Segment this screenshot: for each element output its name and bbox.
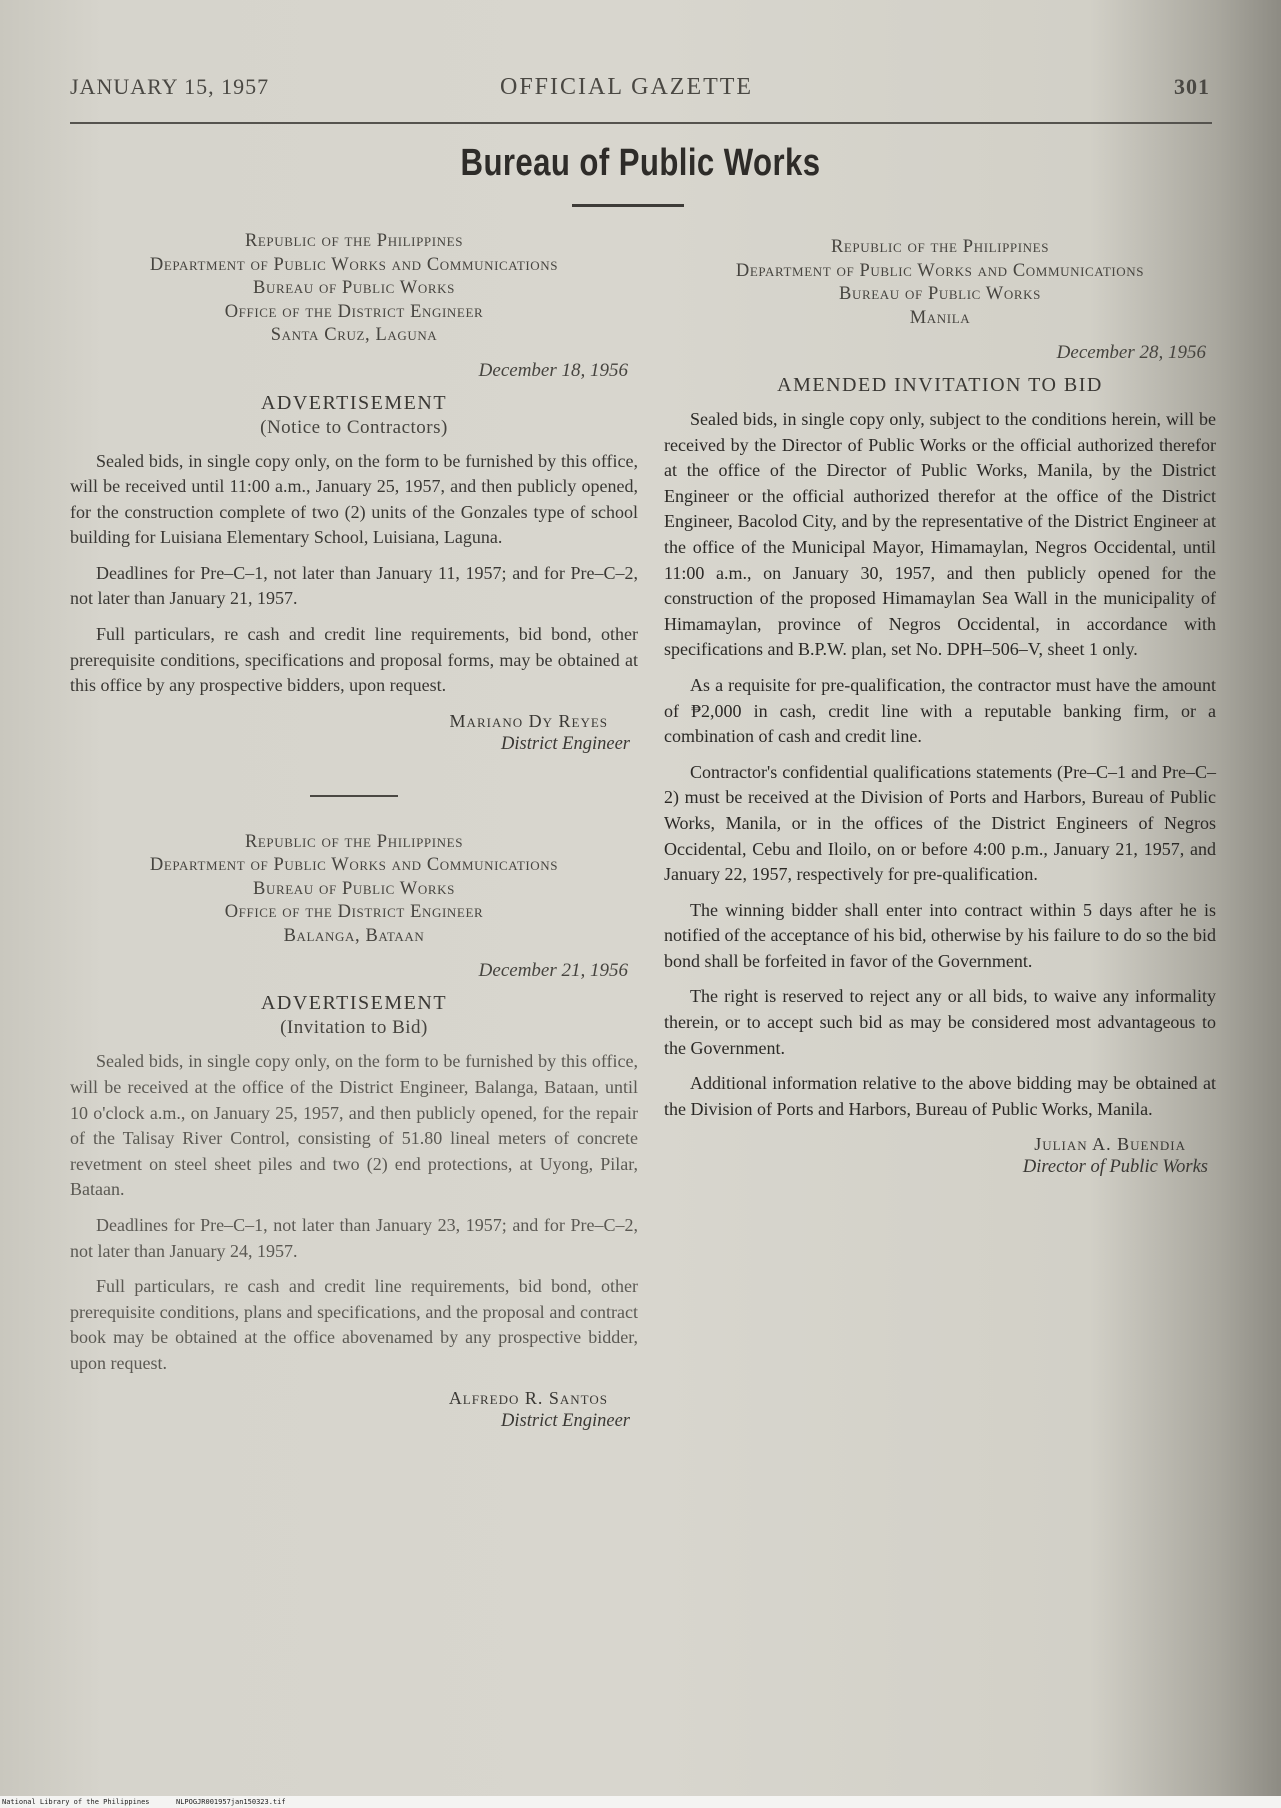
signatory-title: Director of Public Works xyxy=(1022,1157,1208,1178)
notice-date: December 28, 1956 xyxy=(1056,342,1206,363)
separator-rule xyxy=(310,795,398,797)
notice-paragraph: Full particulars, re cash and credit line requirements, bid bond, other prerequisite conditions, plans and specifications, and the proposal and contract book may be obtained at the office abovenamed by any prospective bidder, upon request. xyxy=(70,1276,638,1373)
notice-date: December 18, 1956 xyxy=(478,359,628,381)
notice-paragraph: Deadlines for Pre–C–1, not later than January 23, 1957; and for Pre–C–2, not later than January 24, 1957. xyxy=(70,1214,638,1261)
agency-line: Republic of the Philippines xyxy=(244,831,464,852)
agency-line: Office of the District Engineer xyxy=(224,902,484,923)
publication-name: OFFICIAL GAZETTE xyxy=(500,74,754,100)
notice-paragraph: Full particulars, re cash and credit line requirements, bid bond, other prerequisite conditions, specifications and proposal forms, may be obtained at this office by any prospective bidders, upon request. xyxy=(70,624,638,696)
agency-line: Manila xyxy=(909,307,971,328)
left-column xyxy=(70,230,638,1432)
section-title: Bureau of Public Works xyxy=(460,142,821,184)
advertisement-balanga xyxy=(70,831,638,1433)
notice-paragraph: Additional information relative to the above bidding may be obtained at the Division of Ports and Harbors, Bureau of Public Works, Manila. xyxy=(664,1073,1216,1119)
signatory-title: District Engineer xyxy=(501,1411,630,1432)
title-rule xyxy=(572,204,684,207)
signatory-name: Alfredo R. Santos xyxy=(448,1388,608,1409)
notice-subtitle: (Notice to Contractors) xyxy=(260,416,448,438)
agency-line: Republic of the Philippines xyxy=(244,231,464,251)
agency-line: Balanga, Bataan xyxy=(283,925,425,946)
page-number: 301 xyxy=(1174,74,1210,99)
advertisement-santa-cruz xyxy=(70,230,638,755)
notice-paragraph: Sealed bids, in single copy only, subject to the conditions herein, will be received by the Director of Public Works or the official authorized therefor at the office of the Director of Public Works, Manila, by the District Engineer or the official authorized therefor at the office of the District Engineer, Bacolod City, and by the representative of the District Engineer at the office of the Municipal Mayor, Himamaylan, Negros Occidental, until 11:00 a.m., on January 30, 1957, and then publicly opened for the construction of the proposed Himamaylan Sea Wall in the municipality of Himamaylan, province of Negros Occidental, in accordance with specifications and B.P.W. plan, set No. DPH–506–V, sheet 1 only. xyxy=(664,409,1216,660)
agency-line: Department of Public Works and Communications xyxy=(735,260,1145,281)
notice-paragraph: Contractor's confidential qualifications statements (Pre–C–1 and Pre–C–2) must be received at the Division of Ports and Harbors, Bureau of Public Works, Manila, or in the offices of the District Engineers of Negros Occidental, Cebu and Iloilo, on or before 4:00 p.m., January 21, 1957, and January 22, 1957, respectively for pre-qualification. xyxy=(664,761,1216,885)
notice-paragraph: As a requisite for pre-qualification, the contractor must have the amount of ₱2,000 in cash, credit line with a reputable banking firm, or a combination of cash and credit line. xyxy=(664,674,1216,747)
notice-paragraph: The right is reserved to reject any or all bids, to waive any informality therein, or to accept such bid as may be considered most advantageous to the Government. xyxy=(664,986,1216,1058)
agency-line: Santa Cruz, Laguna xyxy=(270,325,438,345)
notice-title: AMENDED INVITATION TO BID xyxy=(777,374,1103,396)
scan-file-id: NLPOGJR001957jan150323.tif xyxy=(176,1798,286,1806)
issue-date: JANUARY 15, 1957 xyxy=(70,74,270,99)
agency-line: Department of Public Works and Communications xyxy=(149,855,559,876)
notice-paragraph: Deadlines for Pre–C–1, not later than January 11, 1957; and for Pre–C–2, not later than January 21, 1957. xyxy=(70,562,638,609)
agency-line: Department of Public Works and Communications xyxy=(149,254,559,275)
notice-date: December 21, 1956 xyxy=(478,960,628,982)
running-head xyxy=(70,74,1210,104)
scan-footer xyxy=(0,1796,1281,1808)
notice-paragraph: The winning bidder shall enter into contract within 5 days after he is notified of the acceptance of his bid, otherwise by his failure to do so the bid bond shall be forfeited in favor of the Government. xyxy=(664,899,1216,971)
notice-title: ADVERTISEMENT xyxy=(260,992,448,1015)
right-column xyxy=(664,236,1216,1178)
notice-paragraph: Sealed bids, in single copy only, on the form to be furnished by this office, will be received until 11:00 a.m., January 25, 1957, and then publicly opened, for the construction complete of two (2) units of the Gonzales type of school building for Luisiana Elementary School, Luisiana, Laguna. xyxy=(70,450,638,548)
signatory-name: Julian A. Buendia xyxy=(1034,1134,1186,1155)
agency-line: Bureau of Public Works xyxy=(839,284,1041,304)
agency-line: Bureau of Public Works xyxy=(253,278,455,298)
notice-title: ADVERTISEMENT xyxy=(260,391,448,414)
agency-line: Republic of the Philippines xyxy=(830,237,1050,257)
agency-line: Office of the District Engineer xyxy=(224,301,484,322)
library-credit: National Library of the Philippines xyxy=(2,1798,150,1806)
notice-paragraph: Sealed bids, in single copy only, on the form to be furnished by this office, will be received at the office of the District Engineer, Balanga, Bataan, until 10 o'clock a.m., on January 25, 1957, and then publicly opened, for the repair of the Talisay River Control, consisting of 51.80 lineal meters of concrete revetment on steel sheet piles and two (2) end protections, at Uyong, Pilar, Bataan. xyxy=(70,1051,638,1200)
amended-invitation-to-bid xyxy=(664,236,1216,1178)
signatory-name: Mariano Dy Reyes xyxy=(449,710,608,731)
header-rule xyxy=(70,122,1212,124)
signatory-title: District Engineer xyxy=(501,733,630,754)
notice-subtitle: (Invitation to Bid) xyxy=(280,1017,428,1039)
agency-line: Bureau of Public Works xyxy=(253,878,455,899)
